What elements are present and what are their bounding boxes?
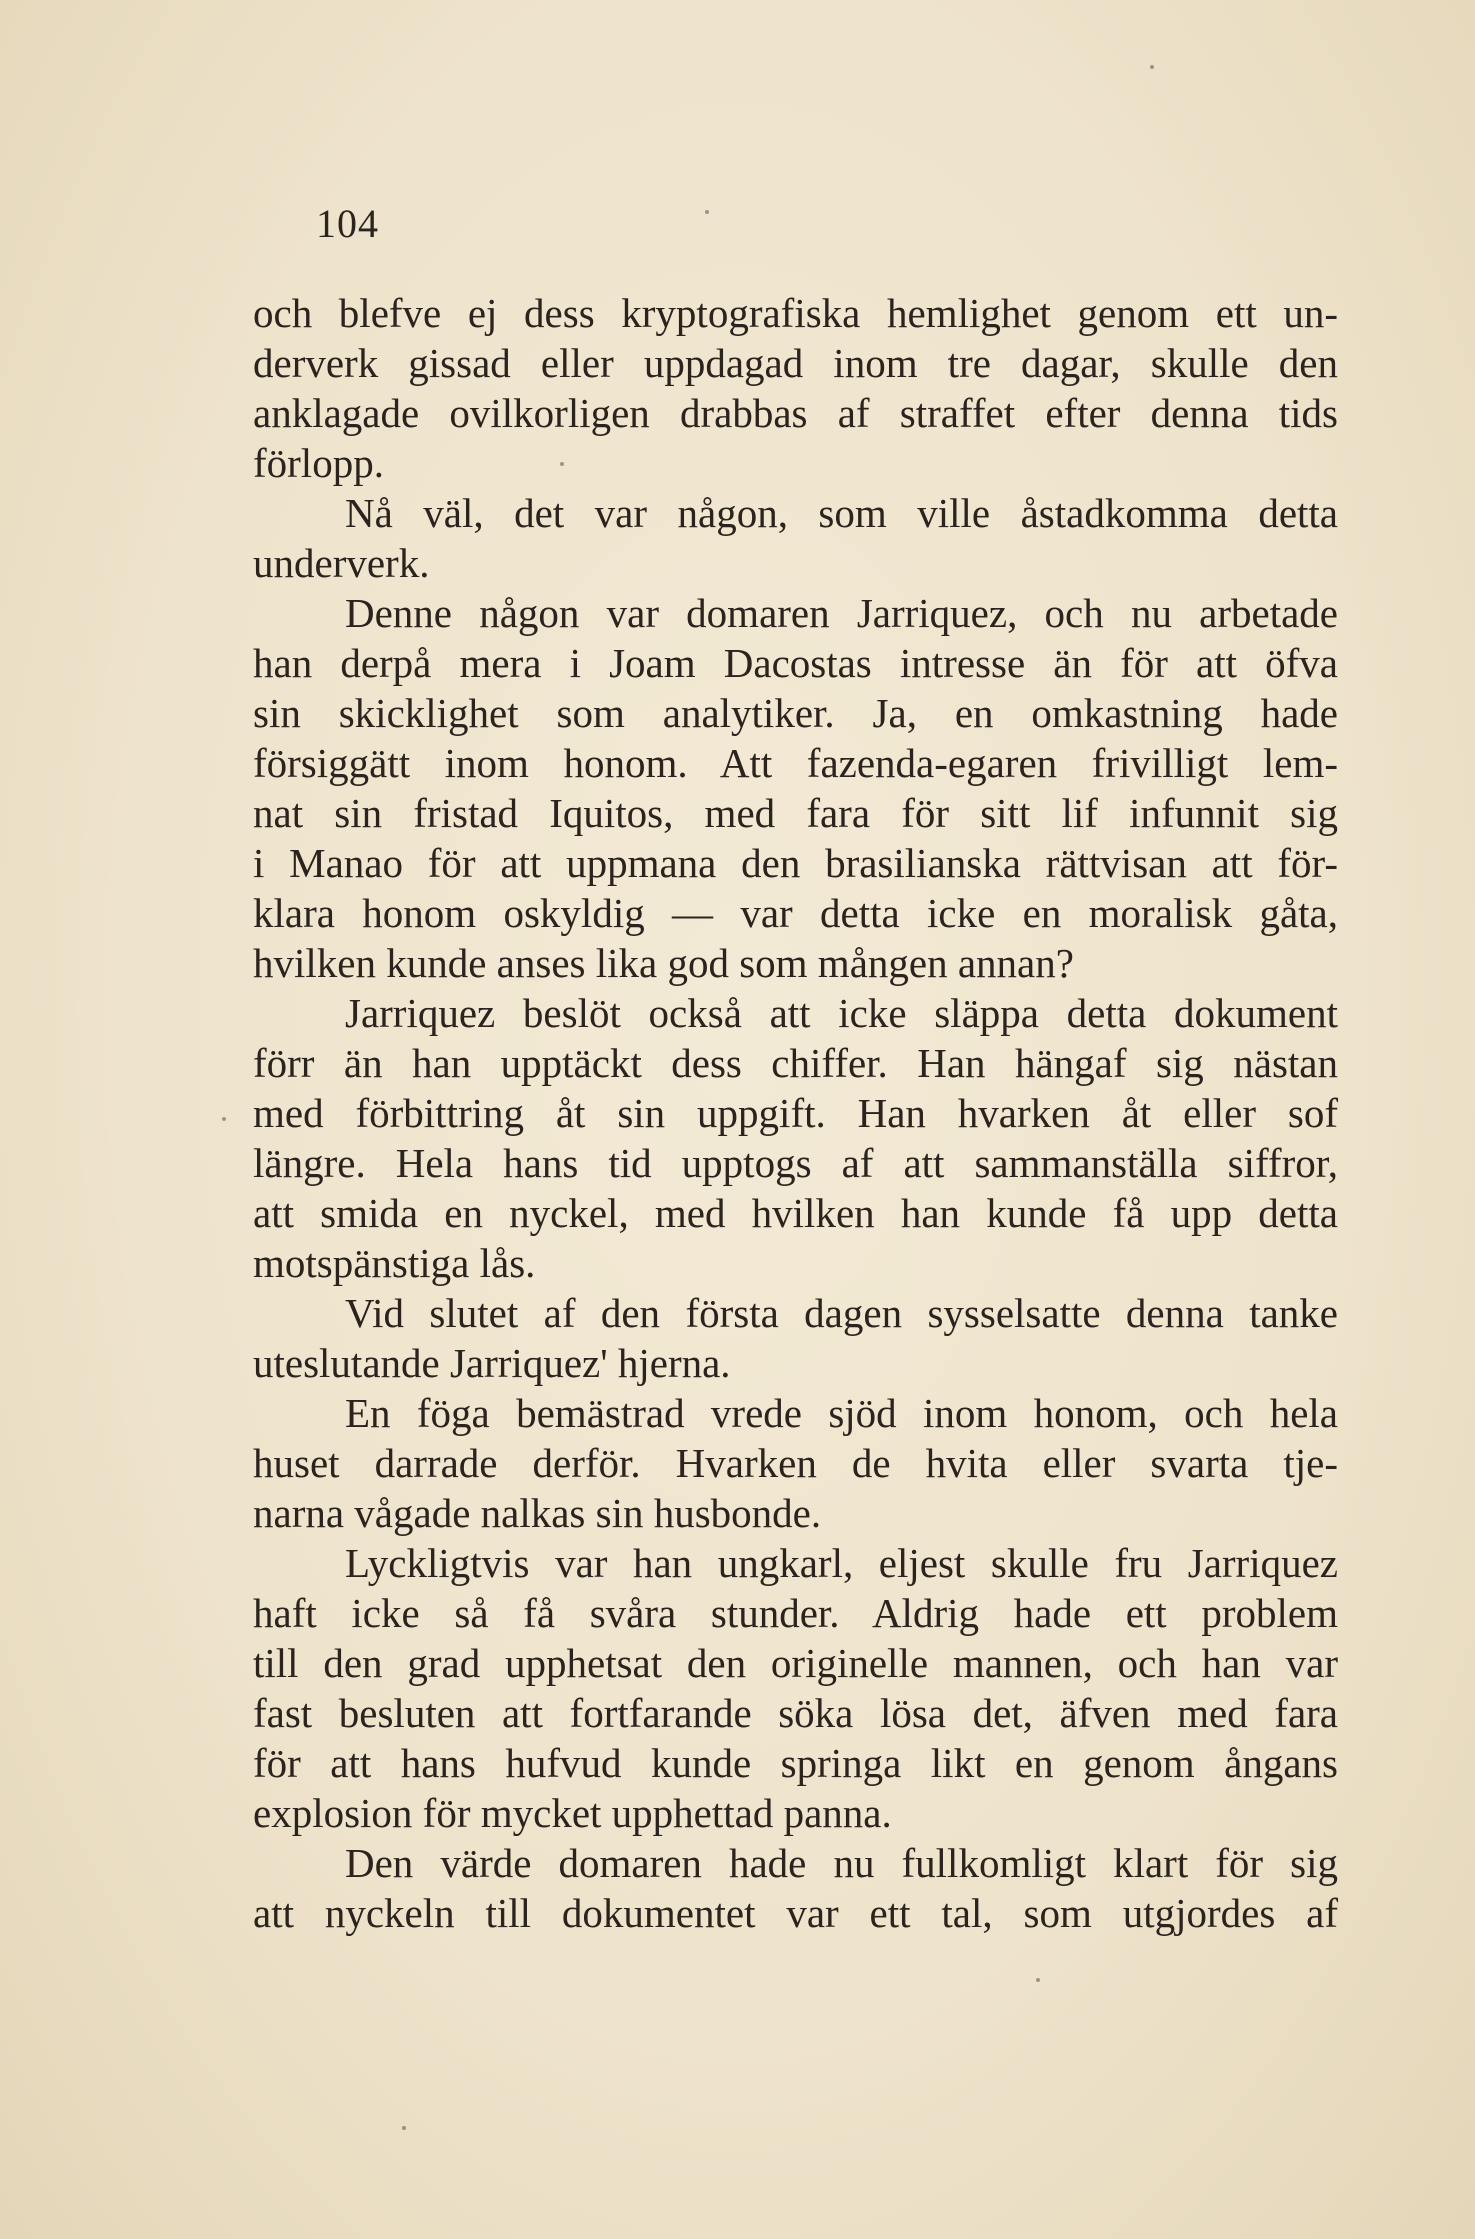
paragraph-start-line: Den värde domaren hade nu fullkomligt klart för sig — [345, 1840, 1338, 1886]
text-line: förlopp. — [253, 440, 384, 486]
paper-speck — [1150, 65, 1154, 69]
paragraph-start-line: Jarriquez beslöt också att icke släppa detta dokument — [345, 990, 1338, 1036]
paper-speck — [402, 2126, 406, 2130]
paper-speck — [705, 210, 709, 214]
text-line: underverk. — [253, 540, 430, 586]
text-line: hvilken kunde anses lika god som mången annan? — [253, 940, 1074, 986]
paper-speck — [222, 1117, 226, 1121]
text-line: sin skicklighet som analytiker. Ja, en omkastning hade — [253, 690, 1338, 736]
text-line: han derpå mera i Joam Dacostas intresse än för att öfva — [253, 640, 1338, 686]
text-line: längre. Hela hans tid upptogs af att sammanställa siffror, — [253, 1140, 1338, 1186]
text-line: anklagade ovilkorligen drabbas af straffet efter denna tids — [253, 390, 1338, 436]
text-line: för att hans hufvud kunde springa likt en genom ångans — [253, 1740, 1338, 1786]
text-line: med förbittring åt sin uppgift. Han hvarken åt eller sof — [253, 1090, 1338, 1136]
paragraph-start-line: En föga bemästrad vrede sjöd inom honom, och hela — [345, 1390, 1338, 1436]
text-line: haft icke så få svåra stunder. Aldrig hade ett problem — [253, 1590, 1338, 1636]
paragraph-start-line: Vid slutet af den första dagen sysselsatte denna tanke — [345, 1290, 1338, 1336]
paragraph-start-line: Lyckligtvis var han ungkarl, eljest skulle fru Jarriquez — [345, 1540, 1338, 1586]
text-line: motspänstiga lås. — [253, 1240, 536, 1286]
text-line: i Manao för att uppmana den brasilianska rättvisan att för- — [253, 840, 1338, 886]
text-line: derverk gissad eller uppdagad inom tre dagar, skulle den — [253, 340, 1338, 386]
text-line: till den grad upphetsat den originelle mannen, och han var — [253, 1640, 1338, 1686]
text-line: klara honom oskyldig — var detta icke en moralisk gåta, — [253, 890, 1338, 936]
paper-speck — [560, 462, 564, 466]
text-line: att nyckeln till dokumentet var ett tal, som utgjordes af — [253, 1890, 1338, 1936]
paragraph-start-line: Nå väl, det var någon, som ville åstadkomma detta — [345, 490, 1338, 536]
text-line: huset darrade derför. Hvarken de hvita eller svarta tje- — [253, 1440, 1338, 1486]
page-number: 104 — [316, 201, 379, 246]
text-line: förr än han upptäckt dess chiffer. Han hängaf sig nästan — [253, 1040, 1338, 1086]
text-line: uteslutande Jarriquez' hjerna. — [253, 1340, 731, 1386]
paper-speck — [1036, 1978, 1040, 1982]
text-line: och blefve ej dess kryptografiska hemlighet genom ett un- — [253, 290, 1338, 336]
text-line: fast besluten att fortfarande söka lösa det, äfven med fara — [253, 1690, 1338, 1736]
text-line: försiggätt inom honom. Att fazenda-egaren frivilligt lem- — [253, 740, 1338, 786]
body-text — [253, 288, 1338, 1938]
text-line: explosion för mycket upphettad panna. — [253, 1790, 892, 1836]
text-line: att smida en nyckel, med hvilken han kunde få upp detta — [253, 1190, 1338, 1236]
text-line: nat sin fristad Iquitos, med fara för sitt lif infunnit sig — [253, 790, 1338, 836]
text-line: narna vågade nalkas sin husbonde. — [253, 1490, 822, 1536]
paragraph-start-line: Denne någon var domaren Jarriquez, och nu arbetade — [345, 590, 1338, 636]
